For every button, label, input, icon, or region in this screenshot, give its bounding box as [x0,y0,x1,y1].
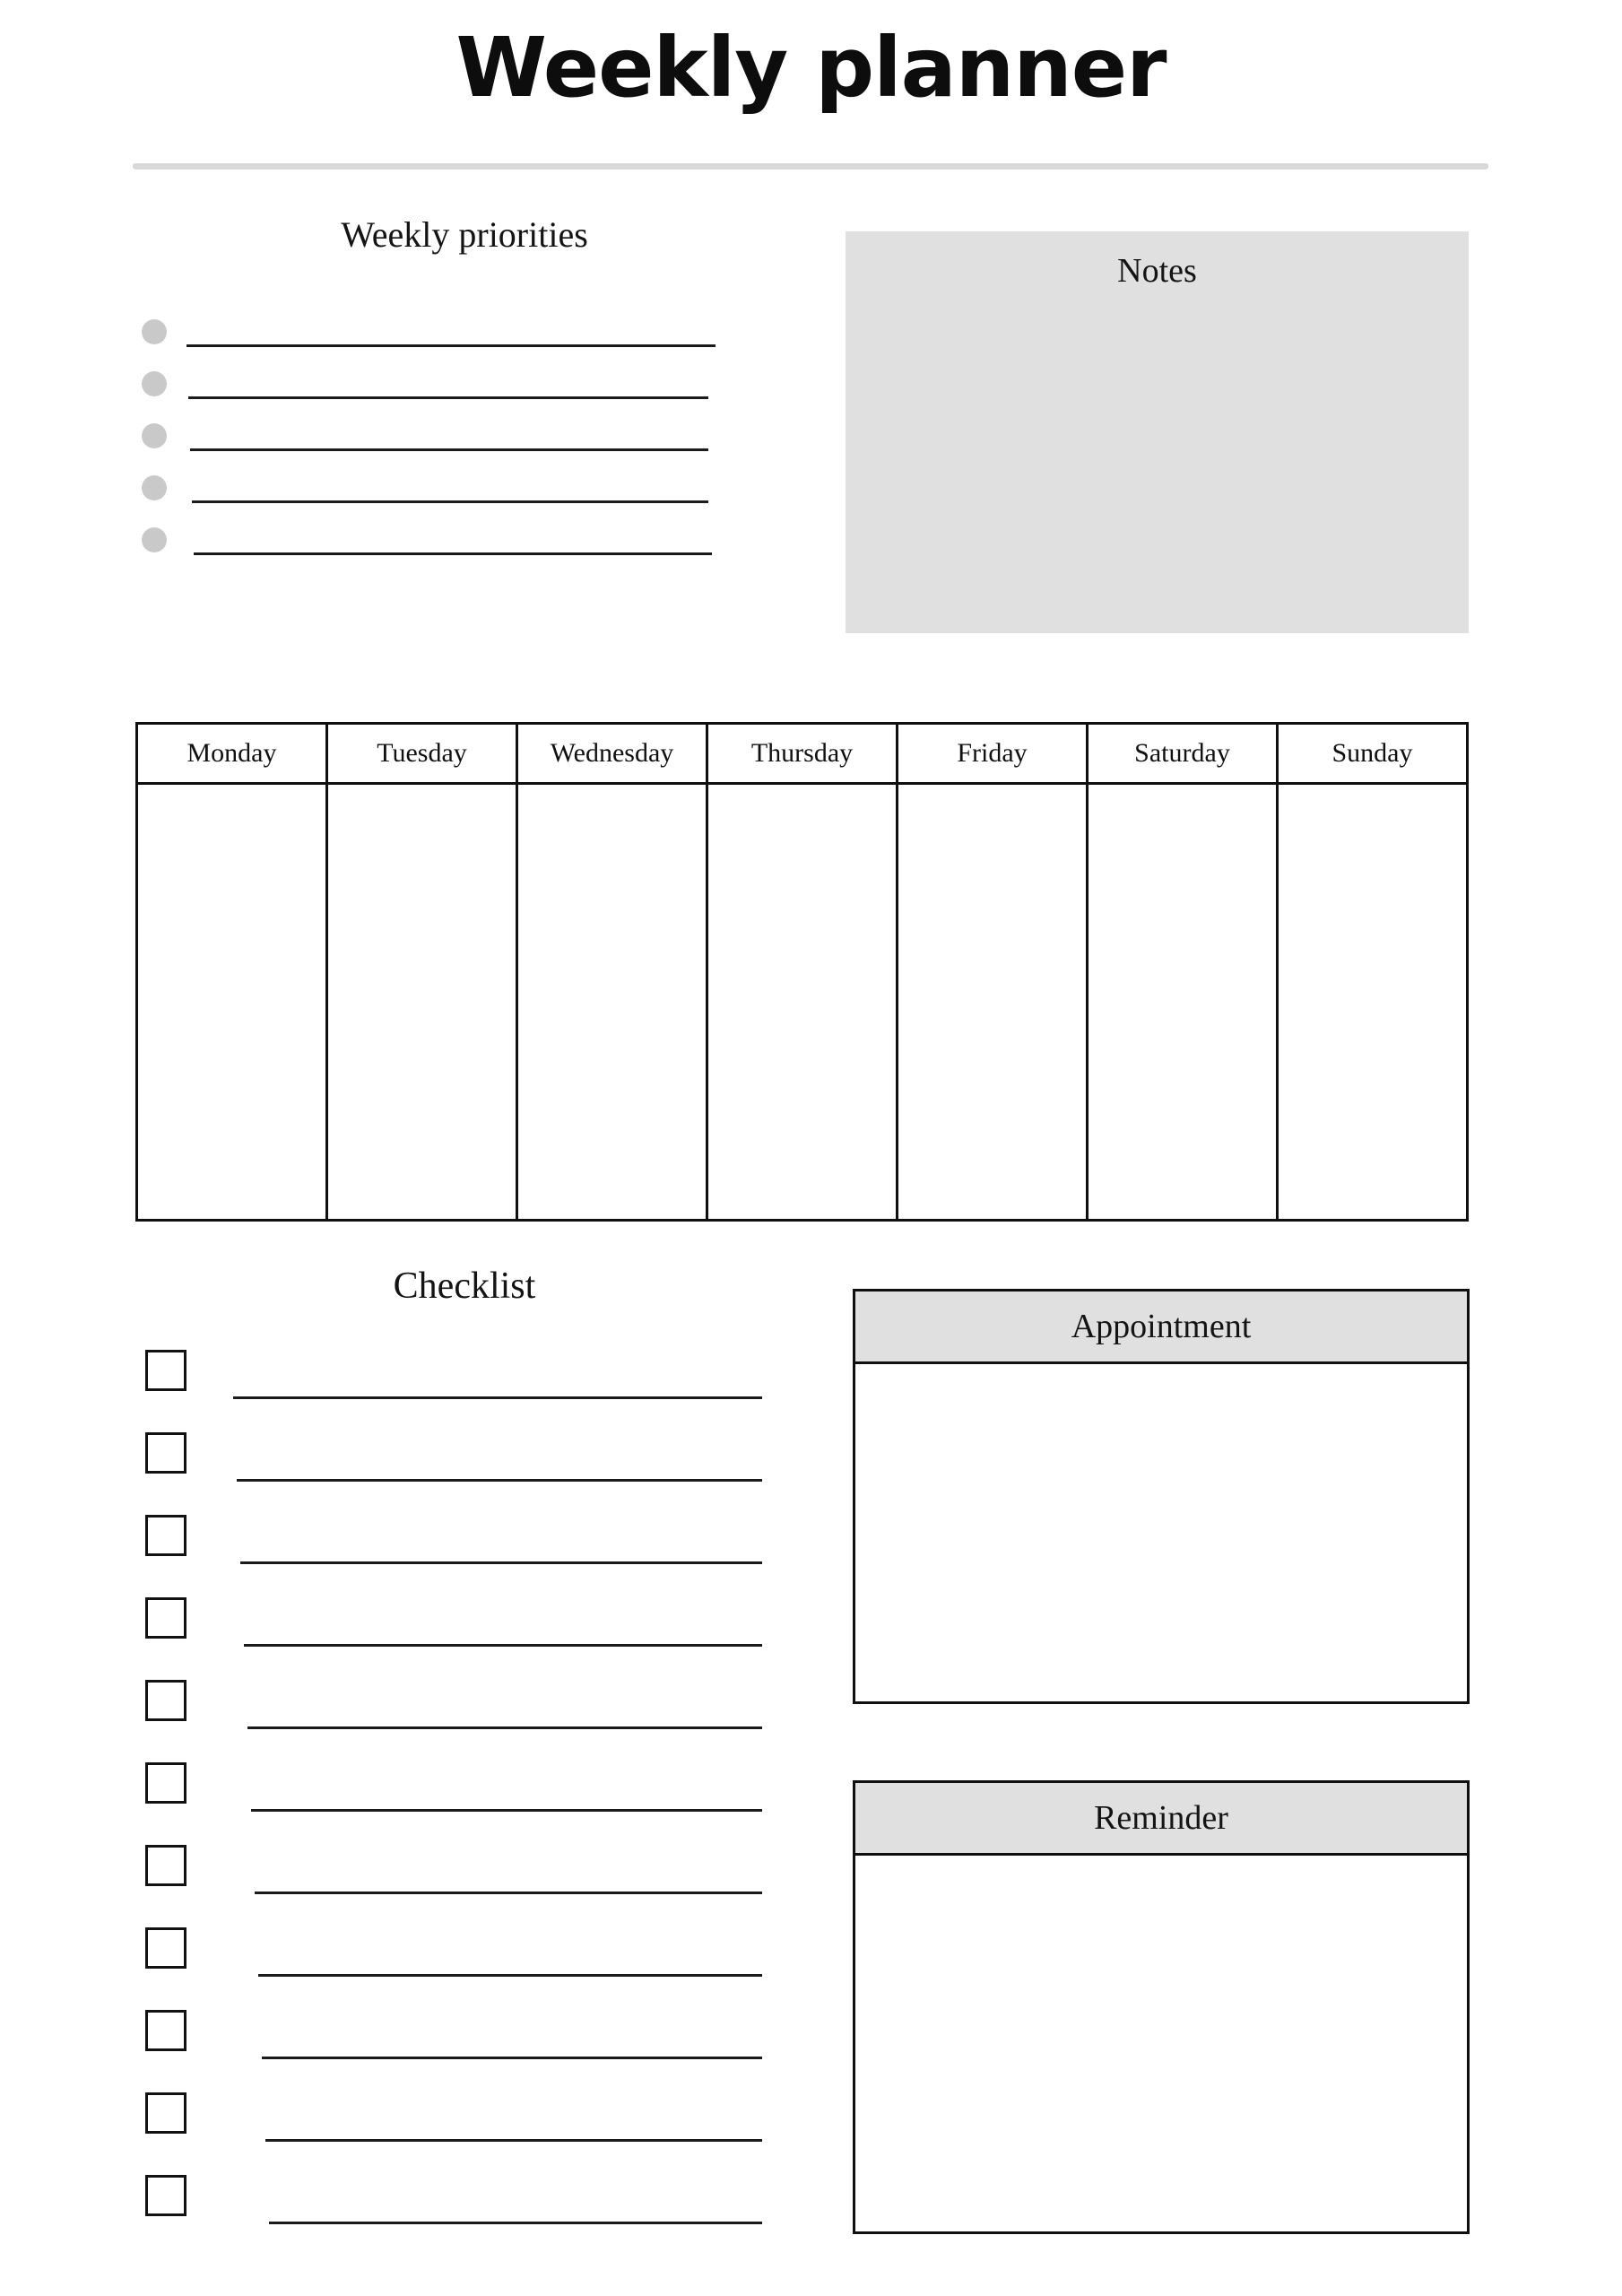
week-day-cell[interactable] [518,785,706,1219]
checklist-row[interactable] [133,1423,796,1506]
week-day-header: Tuesday [328,725,516,785]
week-day-cell[interactable] [1089,785,1276,1219]
priority-write-line[interactable] [192,500,708,503]
week-day-header: Wednesday [518,725,706,785]
checkbox-icon[interactable] [145,1350,186,1391]
checklist-row[interactable] [133,1588,796,1671]
reminder-panel [853,1780,1470,2234]
checklist-heading: Checklist [393,1265,536,1307]
checklist-write-line[interactable] [262,2057,762,2059]
priority-row[interactable] [133,409,796,461]
week-table [135,722,1469,1222]
checklist-write-line[interactable] [247,1726,762,1729]
week-column-saturday[interactable] [1089,725,1279,1219]
notes-title: Notes [1117,252,1197,290]
checklist-row[interactable] [133,1753,796,1836]
priority-row[interactable] [133,461,796,513]
checklist-write-line[interactable] [240,1561,762,1564]
week-day-header: Thursday [708,725,896,785]
week-column-wednesday[interactable] [518,725,708,1219]
checklist-row[interactable] [133,1836,796,1918]
week-day-cell[interactable] [138,785,325,1219]
priority-write-line[interactable] [188,396,708,399]
priority-row[interactable] [133,305,796,357]
reminder-title: Reminder [855,1783,1467,1856]
notes-panel[interactable] [846,231,1469,633]
appointment-title: Appointment [855,1292,1467,1364]
bullet-dot-icon [142,423,167,448]
checklist-row[interactable] [133,2083,796,2166]
checkbox-icon[interactable] [145,1927,186,1969]
checklist-write-line[interactable] [244,1644,762,1647]
week-column-monday[interactable] [138,725,328,1219]
checklist-list [133,1341,796,2248]
weekly-priorities-heading: Weekly priorities [341,214,588,255]
priority-write-line[interactable] [190,448,708,451]
page-title: Weekly planner [455,20,1167,116]
week-day-header: Saturday [1089,725,1276,785]
checkbox-icon[interactable] [145,2092,186,2134]
reminder-body[interactable] [855,1856,1467,2231]
checklist-row[interactable] [133,2001,796,2083]
checklist-row[interactable] [133,1671,796,1753]
checklist-row[interactable] [133,2166,796,2248]
checklist-write-line[interactable] [265,2139,762,2142]
checkbox-icon[interactable] [145,2175,186,2216]
week-day-header: Friday [898,725,1086,785]
checkbox-icon[interactable] [145,1762,186,1804]
checkbox-icon[interactable] [145,1515,186,1556]
week-column-friday[interactable] [898,725,1089,1219]
week-day-header: Monday [138,725,325,785]
bullet-dot-icon [142,371,167,396]
week-column-tuesday[interactable] [328,725,518,1219]
checklist-write-line[interactable] [255,1892,762,1894]
checklist-write-line[interactable] [269,2222,762,2224]
checkbox-icon[interactable] [145,1597,186,1639]
checklist-row[interactable] [133,1918,796,2001]
checklist-row[interactable] [133,1341,796,1423]
week-day-cell[interactable] [328,785,516,1219]
weekly-priorities-list [133,305,796,565]
week-column-thursday[interactable] [708,725,898,1219]
checklist-write-line[interactable] [258,1974,762,1977]
appointment-body[interactable] [855,1364,1467,1701]
week-day-cell[interactable] [898,785,1086,1219]
title-divider [133,163,1488,170]
priority-write-line[interactable] [186,344,716,347]
checklist-write-line[interactable] [251,1809,762,1812]
bullet-dot-icon [142,319,167,344]
checklist-row[interactable] [133,1506,796,1588]
checklist-write-line[interactable] [237,1479,762,1482]
checkbox-icon[interactable] [145,1680,186,1721]
appointment-panel [853,1289,1470,1704]
bullet-dot-icon [142,475,167,500]
priority-row[interactable] [133,357,796,409]
week-column-sunday[interactable] [1279,725,1466,1219]
week-day-header: Sunday [1279,725,1466,785]
week-day-cell[interactable] [708,785,896,1219]
priority-row[interactable] [133,513,796,565]
bullet-dot-icon [142,527,167,552]
priority-write-line[interactable] [194,552,712,555]
checklist-write-line[interactable] [233,1396,762,1399]
checkbox-icon[interactable] [145,1845,186,1886]
checkbox-icon[interactable] [145,1432,186,1474]
checkbox-icon[interactable] [145,2010,186,2051]
week-day-cell[interactable] [1279,785,1466,1219]
